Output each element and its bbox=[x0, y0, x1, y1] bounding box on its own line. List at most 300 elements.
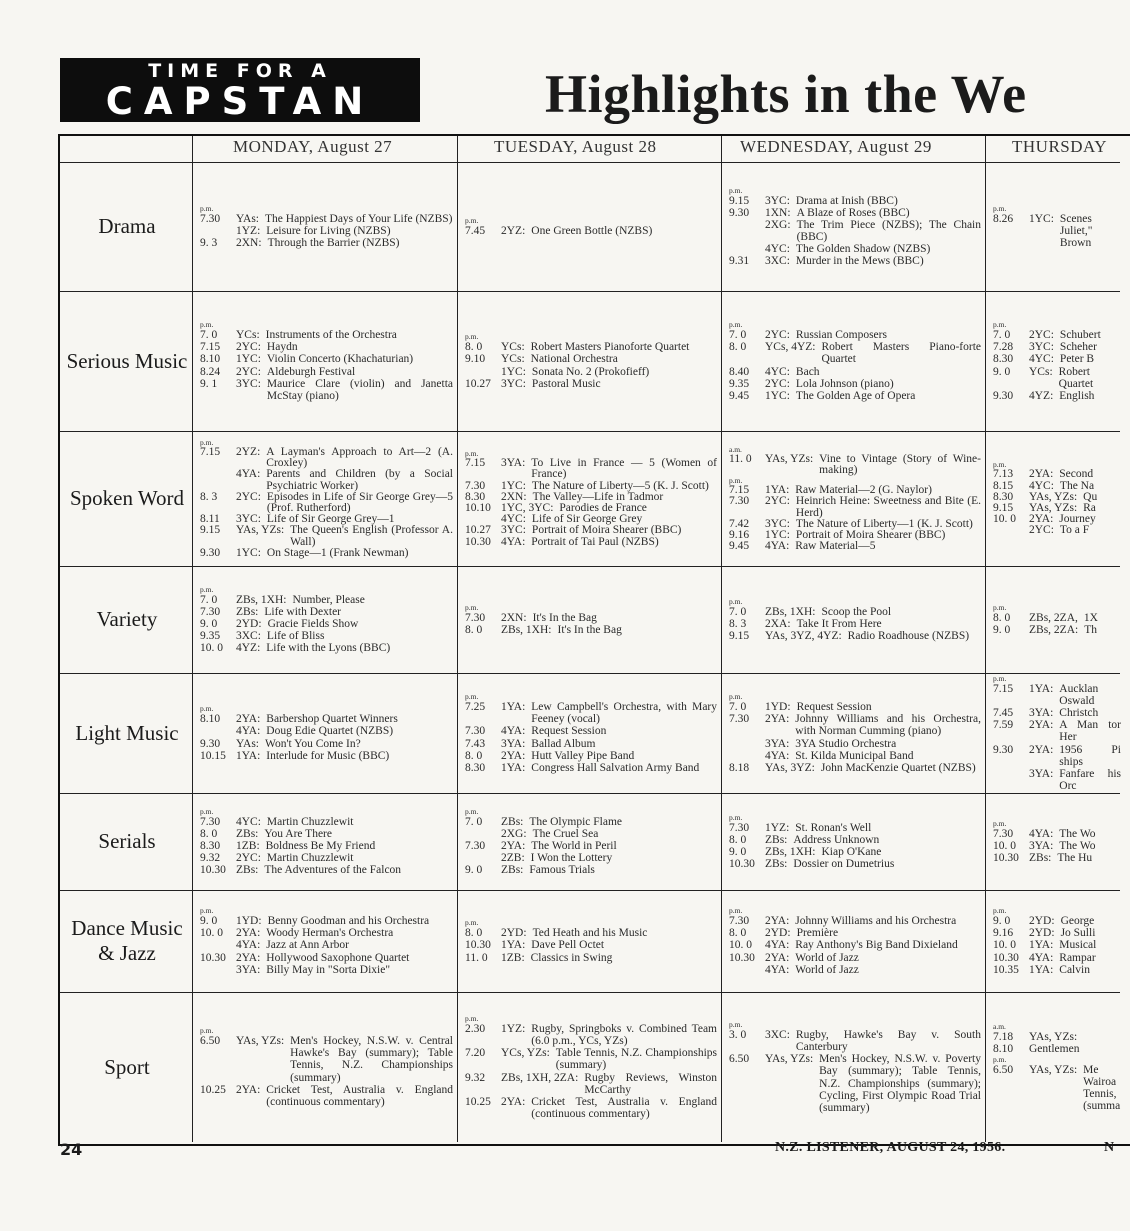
programme-time: 8. 0 bbox=[729, 833, 747, 846]
category-label: Serious Music bbox=[66, 348, 188, 373]
programme-entry bbox=[465, 1047, 717, 1071]
programme-entry bbox=[993, 964, 1121, 976]
programme-entry bbox=[465, 738, 717, 750]
station-code: 2YA: bbox=[236, 713, 261, 726]
programme-time: 9.16 bbox=[729, 528, 750, 541]
programme-title bbox=[236, 204, 453, 213]
programme-entry bbox=[200, 906, 453, 915]
programme-title: Robert Masters Piano-forte Quartet bbox=[821, 341, 981, 366]
programme-title: Jazz at Ann Arbor bbox=[266, 939, 349, 952]
programme-title bbox=[236, 704, 453, 713]
programme-title bbox=[1029, 1055, 1121, 1064]
programme-time: p.m. bbox=[465, 1014, 479, 1024]
programme-title: Journey bbox=[1059, 513, 1096, 526]
programme-title: Gracie Fields Show bbox=[267, 617, 359, 630]
programme-time: 6.50 bbox=[729, 1053, 750, 1066]
programme-entry bbox=[200, 642, 453, 654]
programme-time: 7.30 bbox=[729, 713, 750, 726]
programme-time: 9.45 bbox=[729, 540, 750, 553]
programme-title: Number, Please bbox=[292, 593, 365, 606]
programme-time: 10. 0 bbox=[200, 927, 223, 940]
schedule-cell bbox=[200, 294, 453, 428]
programme-entry bbox=[729, 906, 981, 915]
programme-time: 9. 0 bbox=[200, 915, 218, 928]
station-code: YAs, 3YZ: bbox=[765, 761, 815, 774]
station-code: 4YA: bbox=[765, 939, 790, 952]
station-code: 2YD: bbox=[765, 927, 791, 940]
programme-entry bbox=[465, 537, 717, 548]
station-code: 2XG: bbox=[501, 827, 527, 840]
station-code: 2YA: bbox=[1029, 743, 1054, 756]
station-code: ZBs: bbox=[765, 858, 788, 871]
programme-time: 7.15 bbox=[993, 683, 1014, 696]
station-code: 2YA: bbox=[765, 915, 790, 928]
station-code: 2YC: bbox=[765, 329, 790, 342]
programme-entry bbox=[465, 701, 717, 725]
programme-entry bbox=[993, 952, 1121, 964]
station-code: ZBs, 2ZA: bbox=[1029, 624, 1079, 636]
programme-entry bbox=[200, 1035, 453, 1083]
programme-time: 9.15 bbox=[993, 502, 1014, 514]
programme-time: 10.30 bbox=[465, 535, 491, 548]
programme-title: Scheher bbox=[1059, 341, 1097, 354]
programme-entry bbox=[729, 320, 981, 329]
programme-entry bbox=[729, 496, 981, 518]
programme-time: 8.30 bbox=[993, 353, 1014, 366]
programme-title: Ray Anthony's Big Band Dixieland bbox=[795, 939, 958, 952]
station-code: 1YA: bbox=[236, 749, 261, 762]
station-code: 2YZ: bbox=[236, 445, 261, 458]
programme-title: Classics in Swing bbox=[530, 951, 613, 964]
schedule-cell bbox=[729, 569, 981, 670]
programme-time: p.m. bbox=[993, 320, 1007, 330]
programme-entry bbox=[465, 807, 717, 816]
station-code: ZBs: bbox=[236, 605, 259, 618]
station-code: 2XA: bbox=[765, 617, 791, 630]
programme-entry bbox=[200, 618, 453, 630]
station-code: YAs, 3YZ, 4YZ: bbox=[765, 630, 842, 643]
programme-time: p.m. bbox=[465, 215, 479, 225]
programme-title bbox=[501, 216, 717, 225]
programme-entry bbox=[993, 1043, 1121, 1055]
page-headline: Highlights in the We bbox=[545, 64, 1027, 124]
programme-title: Barbershop Quartet Winners bbox=[266, 713, 398, 726]
programme-title: Aucklan Oswald bbox=[1059, 683, 1099, 708]
station-code: 2YA: bbox=[236, 1083, 261, 1096]
station-code: 3YA: bbox=[1029, 707, 1054, 720]
programme-entry bbox=[993, 768, 1121, 792]
programme-time: 7.15 bbox=[200, 341, 221, 354]
programme-entry bbox=[465, 939, 717, 951]
programme-entry bbox=[993, 840, 1121, 852]
programme-title: Murder in the Mews (BBC) bbox=[795, 255, 924, 268]
programme-time: 7.30 bbox=[729, 495, 750, 508]
programme-time: 9.30 bbox=[729, 206, 750, 219]
programme-entry bbox=[993, 927, 1121, 939]
programme-time: 8.30 bbox=[993, 490, 1014, 503]
programme-entry bbox=[729, 762, 981, 774]
programme-title: Men's Hockey, N.S.W. v. Central Hawke's Bay (summary); Table Tennis, N.Z. Championships (summary) bbox=[290, 1035, 453, 1084]
programme-time: 7.28 bbox=[993, 341, 1014, 354]
programme-entry bbox=[729, 378, 981, 390]
programme-time: 8.24 bbox=[200, 365, 221, 378]
station-code: 4YC: bbox=[765, 365, 790, 378]
programme-title: St. Kilda Municipal Band bbox=[795, 749, 914, 762]
station-code: 2YD: bbox=[1029, 927, 1055, 940]
programme-time: 2.30 bbox=[465, 1023, 486, 1036]
station-code: 3YA: bbox=[1029, 839, 1054, 852]
programme-title: The Valley—Life in Tadmor bbox=[532, 490, 664, 503]
programme-time: 7.13 bbox=[993, 468, 1014, 481]
programme-time: 9. 0 bbox=[465, 864, 483, 877]
programme-entry bbox=[729, 834, 981, 846]
programme-title: Second bbox=[1059, 468, 1094, 481]
station-code: 1YA: bbox=[765, 484, 790, 497]
programme-time: p.m. bbox=[993, 602, 1007, 612]
programme-title: Lew Campbell's Orchestra, with Mary Feeney (vocal) bbox=[531, 701, 717, 726]
programme-time bbox=[993, 768, 1029, 792]
row-divider bbox=[60, 890, 1120, 891]
station-code: YCs, YZs: bbox=[501, 1047, 550, 1060]
programme-entry bbox=[993, 390, 1121, 402]
programme-title bbox=[236, 320, 453, 329]
programme-time bbox=[200, 225, 236, 237]
programme-entry bbox=[729, 366, 981, 378]
programme-time: 8.26 bbox=[993, 212, 1014, 225]
programme-title: St. Ronan's Well bbox=[795, 821, 872, 834]
programme-title: Robert Masters Pianoforte Quartet bbox=[530, 341, 690, 354]
station-code: 3YA: bbox=[501, 457, 526, 470]
programme-time: 7.45 bbox=[993, 707, 1014, 720]
programme-entry bbox=[465, 864, 717, 876]
programme-title: Parents and Children (by a Social Psychiatric Worker) bbox=[266, 468, 453, 492]
programme-entry bbox=[465, 378, 717, 390]
station-code: ZBs, 1XH: bbox=[501, 624, 552, 636]
day-header: THURSDAY bbox=[1012, 137, 1108, 156]
station-code: 1YA: bbox=[1029, 963, 1054, 976]
programme-time: 9.45 bbox=[729, 389, 750, 402]
capstan-advert-banner bbox=[60, 58, 420, 122]
programme-title: The World in Peril bbox=[531, 839, 617, 852]
programme-title: Doug Edie Quartet (NZBS) bbox=[266, 725, 394, 738]
programme-time: 9. 3 bbox=[200, 237, 218, 250]
station-code: ZBs: bbox=[1029, 852, 1052, 865]
programme-time: 10.25 bbox=[465, 1095, 491, 1108]
schedule-cell bbox=[465, 294, 717, 428]
programme-title: Vine to Vintage (Story of Wine-making) bbox=[819, 452, 981, 476]
station-code: YCs: bbox=[236, 329, 260, 342]
programme-title bbox=[765, 320, 981, 329]
programme-title: The Cruel Sea bbox=[532, 827, 599, 840]
programme-time: p.m. bbox=[729, 1020, 743, 1030]
programme-title: John MacKenzie Quartet (NZBS) bbox=[820, 761, 976, 774]
programme-entry bbox=[729, 750, 981, 762]
schedule-cell bbox=[993, 796, 1121, 887]
programme-time: 10. 0 bbox=[993, 939, 1016, 952]
schedule-cell bbox=[465, 434, 717, 563]
station-code: 2XN: bbox=[501, 611, 527, 624]
programme-time: p.m. bbox=[200, 584, 214, 594]
station-code: 1YA: bbox=[501, 939, 526, 952]
programme-entry bbox=[200, 492, 453, 514]
programme-entry bbox=[200, 204, 453, 213]
programme-entry bbox=[729, 701, 981, 713]
programme-title: Fanfare his Orc bbox=[1059, 767, 1121, 792]
programme-title: The Na bbox=[1059, 479, 1095, 492]
programme-time: 9.35 bbox=[200, 630, 221, 643]
programme-entry bbox=[200, 725, 453, 737]
programme-time: 10. 0 bbox=[729, 939, 752, 952]
programme-time: p.m. bbox=[200, 437, 214, 447]
station-code: 2YA: bbox=[501, 749, 526, 762]
programme-title: Raw Material—5 bbox=[795, 540, 876, 553]
station-code: 3YC: bbox=[236, 377, 261, 390]
station-code: 2YC: bbox=[236, 852, 261, 865]
programme-title: Hutt Valley Pipe Band bbox=[531, 749, 635, 762]
programme-entry bbox=[200, 341, 453, 353]
station-code: 1YA: bbox=[1029, 939, 1054, 952]
programme-time: 7.43 bbox=[465, 737, 486, 750]
programme-entry bbox=[200, 469, 453, 491]
programme-entry bbox=[465, 750, 717, 762]
programme-time: 8. 0 bbox=[200, 827, 218, 840]
programme-title: I Won the Lottery bbox=[530, 852, 613, 865]
station-code: 2XG: bbox=[765, 218, 791, 231]
programme-title: World of Jazz bbox=[795, 963, 859, 976]
programme-entry bbox=[200, 713, 453, 725]
schedule-cell bbox=[993, 995, 1121, 1139]
programme-entry bbox=[200, 828, 453, 840]
programme-title: The Nature of Liberty—1 (K. J. Scott) bbox=[795, 517, 973, 530]
programme-time: p.m. bbox=[729, 906, 743, 916]
programme-time: 7.30 bbox=[200, 815, 221, 828]
programme-time: 7.20 bbox=[465, 1047, 486, 1060]
programme-time: 9.10 bbox=[465, 353, 486, 366]
programme-entry bbox=[465, 341, 717, 353]
programme-time bbox=[729, 219, 765, 243]
programme-entry bbox=[993, 612, 1121, 624]
programme-time: 10. 0 bbox=[200, 642, 223, 655]
programme-time: p.m. bbox=[465, 602, 479, 612]
programme-entry bbox=[200, 704, 453, 713]
programme-time: 10.30 bbox=[729, 951, 755, 964]
programme-title: Martin Chuzzlewit bbox=[266, 815, 354, 828]
programme-time: p.m. bbox=[729, 320, 743, 330]
programme-entry bbox=[729, 813, 981, 822]
programme-title: Portrait of Tai Paul (NZBS) bbox=[531, 535, 659, 548]
programme-entry bbox=[465, 952, 717, 964]
programme-entry bbox=[200, 378, 453, 402]
programme-time: 9.35 bbox=[729, 377, 750, 390]
programme-entry bbox=[729, 915, 981, 927]
programme-time: 11. 0 bbox=[465, 951, 488, 964]
station-code: 4YA: bbox=[501, 725, 526, 738]
programme-entry bbox=[993, 744, 1121, 768]
programme-title: Rugby, Springboks v. Combined Team (6.0 p.m., YCs, YZs) bbox=[531, 1023, 717, 1048]
station-code: 2YC: bbox=[1029, 329, 1054, 342]
programme-time: 7.30 bbox=[993, 827, 1014, 840]
programme-time: 7.30 bbox=[465, 479, 486, 492]
station-code: ZBs: bbox=[501, 815, 524, 828]
day-header: WEDNESDAY, August 29 bbox=[740, 137, 932, 156]
programme-entry bbox=[993, 514, 1121, 525]
station-code: 1YC: bbox=[765, 389, 790, 402]
programme-entry bbox=[993, 366, 1121, 390]
programme-entry bbox=[465, 840, 717, 852]
station-code: 4YA: bbox=[236, 725, 261, 738]
programme-time: 9. 0 bbox=[993, 915, 1011, 928]
programme-entry bbox=[465, 692, 717, 701]
programme-entry bbox=[465, 624, 717, 636]
programme-title: The Hu bbox=[1057, 852, 1093, 865]
station-code: ZBs, 1XH: bbox=[765, 605, 816, 618]
programme-time bbox=[729, 964, 765, 976]
programme-title: Jo Sulli bbox=[1060, 927, 1096, 940]
programme-entry bbox=[729, 858, 981, 870]
programme-time: a.m. bbox=[729, 444, 742, 454]
programme-entry bbox=[993, 204, 1121, 213]
programme-title: Scoop the Pool bbox=[821, 605, 892, 618]
station-code: 2YC: bbox=[765, 377, 790, 390]
programme-title: The Golden Age of Opera bbox=[795, 389, 916, 402]
programme-time: 10.30 bbox=[729, 858, 755, 871]
programme-title bbox=[1029, 204, 1121, 213]
station-code: 1YC: bbox=[236, 546, 261, 559]
programme-title: English bbox=[1059, 389, 1095, 402]
programme-title: Request Session bbox=[531, 725, 607, 738]
programme-entry bbox=[729, 390, 981, 402]
programme-time: 7. 0 bbox=[465, 815, 483, 828]
programme-title bbox=[236, 1026, 453, 1035]
station-code: 4YA: bbox=[236, 939, 261, 952]
programme-title bbox=[765, 186, 981, 195]
programme-title: George bbox=[1060, 915, 1095, 928]
programme-time: 7. 0 bbox=[200, 593, 218, 606]
programme-time bbox=[729, 750, 765, 762]
schedule-cell bbox=[200, 796, 453, 887]
programme-entry bbox=[729, 692, 981, 701]
station-code: 2YC: bbox=[236, 341, 261, 354]
programme-time: p.m. bbox=[465, 692, 479, 702]
programme-title bbox=[236, 906, 453, 915]
station-code: 3XC: bbox=[765, 1029, 790, 1042]
programme-time: 8.30 bbox=[465, 761, 486, 774]
programme-time: 9.30 bbox=[200, 546, 221, 559]
programme-title: A Layman's Approach to Art—2 (A. Croxley) bbox=[266, 445, 453, 470]
programme-time: p.m. bbox=[465, 918, 479, 928]
programme-time: 7. 0 bbox=[993, 329, 1011, 342]
station-code: ZBs, 1XH: bbox=[765, 846, 816, 858]
programme-time: 10.30 bbox=[993, 951, 1019, 964]
programme-time: 10. 0 bbox=[993, 839, 1016, 852]
programme-time: 8.30 bbox=[200, 839, 221, 852]
programme-time: p.m. bbox=[729, 812, 743, 822]
station-code: 2YA: bbox=[765, 951, 790, 964]
station-code: 3YC: bbox=[501, 524, 526, 537]
programme-entry bbox=[465, 1023, 717, 1047]
station-code: 3YC: bbox=[765, 194, 790, 207]
programme-time: p.m. bbox=[729, 185, 743, 195]
programme-title: Lola Johnson (piano) bbox=[795, 377, 894, 390]
programme-entry bbox=[729, 927, 981, 939]
programme-time: 7. 0 bbox=[200, 329, 218, 342]
programme-time: 8.30 bbox=[465, 490, 486, 503]
station-code: 2XN: bbox=[236, 237, 262, 250]
programme-entry bbox=[993, 353, 1121, 365]
programme-time: a.m. bbox=[993, 1021, 1006, 1031]
programme-time: 8.18 bbox=[729, 761, 750, 774]
station-code: 2YA: bbox=[236, 927, 261, 940]
row-divider bbox=[60, 566, 1120, 567]
schedule-cell bbox=[993, 569, 1121, 670]
programme-title: Dossier on Dumetrius bbox=[793, 858, 895, 871]
programme-entry bbox=[200, 840, 453, 852]
programme-time: 7.30 bbox=[465, 725, 486, 738]
schedule-cell bbox=[993, 893, 1121, 989]
programme-time: 6.50 bbox=[993, 1063, 1014, 1076]
programme-entry bbox=[200, 225, 453, 237]
page-number: 24 bbox=[60, 1140, 83, 1159]
station-code: 1YA: bbox=[501, 701, 526, 714]
programme-title: Cricket Test, Australia v. England (continuous commentary) bbox=[266, 1083, 453, 1108]
programme-title bbox=[501, 807, 717, 816]
category-label: Variety bbox=[96, 607, 158, 631]
programme-time: 8. 0 bbox=[465, 624, 483, 636]
programme-entry bbox=[993, 1031, 1121, 1043]
programme-entry bbox=[993, 213, 1121, 249]
programme-entry bbox=[993, 1064, 1121, 1112]
station-code: YCs: bbox=[501, 341, 525, 354]
programme-entry bbox=[729, 1053, 981, 1113]
programme-title bbox=[1029, 1022, 1121, 1031]
programme-entry bbox=[729, 207, 981, 219]
schedule-cell bbox=[993, 165, 1121, 288]
programme-time: p.m. bbox=[729, 476, 743, 486]
station-code: YCs, 4YZ: bbox=[765, 341, 816, 354]
programme-entry bbox=[465, 332, 717, 341]
programme-entry bbox=[465, 852, 717, 864]
programme-entry bbox=[200, 738, 453, 750]
station-code: YAs, YZs: bbox=[1029, 1030, 1078, 1043]
programme-entry bbox=[993, 329, 1121, 341]
programme-entry bbox=[200, 939, 453, 951]
station-code: 2YD: bbox=[1029, 915, 1055, 928]
programme-entry bbox=[200, 807, 453, 816]
programme-entry bbox=[465, 762, 717, 774]
programme-title: Ra bbox=[1083, 502, 1096, 514]
programme-title: Parodies de France bbox=[559, 502, 647, 514]
programme-entry bbox=[993, 915, 1121, 927]
programme-entry bbox=[465, 458, 717, 480]
programme-title bbox=[501, 918, 717, 927]
station-code: YAs, YZs: bbox=[1029, 1063, 1078, 1076]
programme-title: Russian Composers bbox=[795, 329, 887, 342]
programme-title: The Adventures of the Falcon bbox=[264, 864, 402, 877]
programme-time: 7.30 bbox=[729, 915, 750, 928]
station-code: 4YA: bbox=[501, 535, 526, 548]
programme-title: 1956 Pi ships bbox=[1059, 743, 1121, 768]
programme-entry bbox=[729, 186, 981, 195]
programme-title: Won't You Come In? bbox=[265, 737, 361, 750]
programme-time: 7.18 bbox=[993, 1030, 1014, 1043]
programme-title bbox=[765, 906, 981, 915]
programme-title: Johnny Williams and his Orchestra, with Norman Cumming (piano) bbox=[795, 713, 981, 738]
programme-title: Address Unknown bbox=[793, 833, 880, 846]
schedule-cell bbox=[200, 893, 453, 989]
schedule-cell bbox=[465, 676, 717, 790]
programme-entry bbox=[729, 618, 981, 630]
station-code: 1YC: bbox=[501, 365, 526, 378]
